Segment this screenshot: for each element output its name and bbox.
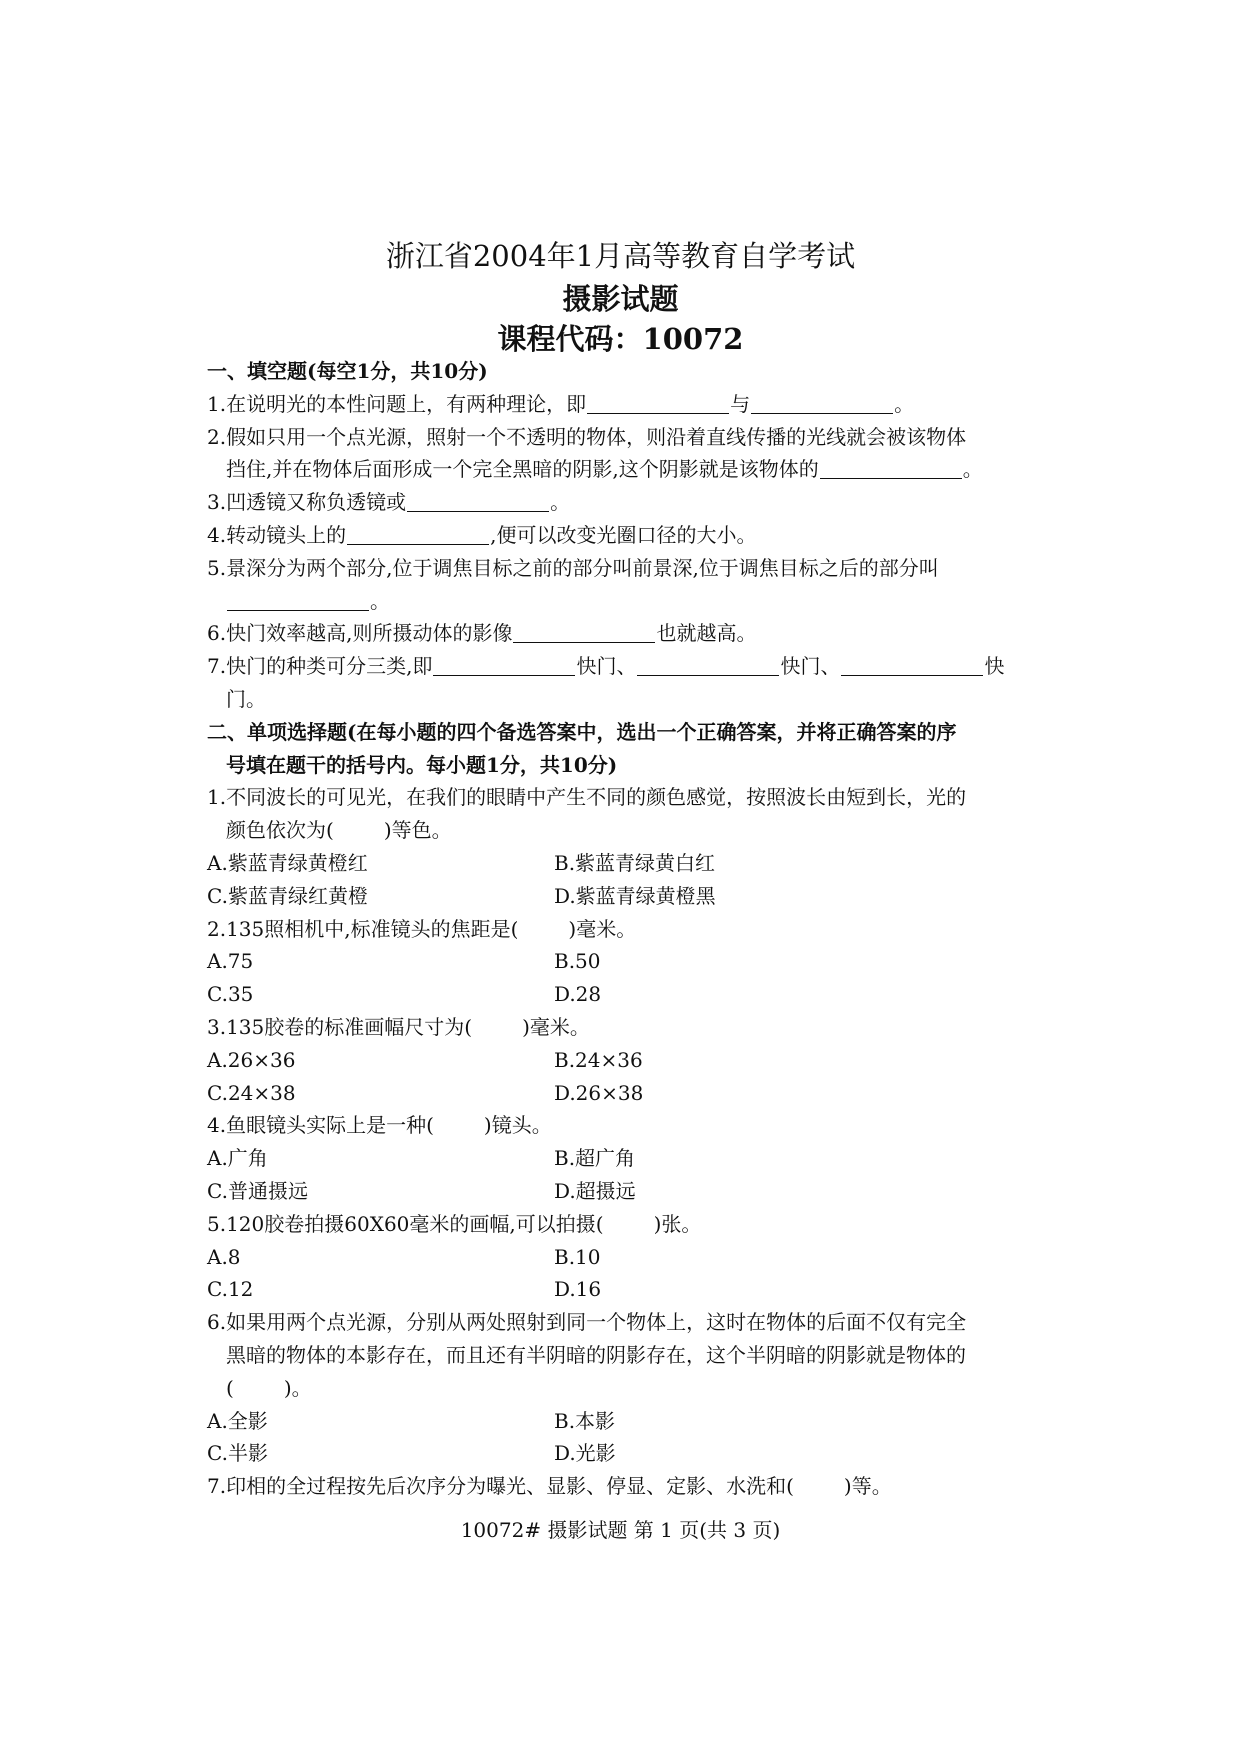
option-d: D.光影 bbox=[554, 1441, 616, 1466]
exam-body bbox=[207, 355, 1037, 1503]
course-code: 课程代码：10072 bbox=[497, 322, 744, 356]
fill-question-2-line1: 2.假如只用一个点光源，照射一个不透明的物体，则沿着直线传播的光线就会被该物体 bbox=[207, 424, 967, 449]
option-a: A.全影 bbox=[207, 1408, 268, 1433]
fill-question-4: 4.转动镜头上的 ,便可以改变光圈口径的大小。 bbox=[207, 522, 757, 547]
choice-options-row bbox=[207, 1437, 1037, 1470]
option-d: D.28 bbox=[554, 982, 602, 1007]
choice-options-row bbox=[207, 1175, 1037, 1208]
exam-title: 浙江省2004年1月高等教育自学考试 bbox=[385, 239, 856, 273]
section2-heading-line1: 二、单项选择题(在每小题的四个备选答案中，选出一个正确答案，并将正确答案的序 bbox=[207, 719, 957, 744]
option-d: D.16 bbox=[554, 1277, 602, 1302]
answer-blank[interactable] bbox=[513, 622, 655, 643]
choice-options-row bbox=[207, 1044, 1037, 1077]
fill-question-5-line1: 5.景深分为两个部分,位于调焦目标之前的部分叫前景深,位于调焦目标之后的部分叫 bbox=[207, 555, 939, 580]
answer-blank[interactable] bbox=[407, 491, 549, 512]
answer-blank[interactable] bbox=[227, 590, 369, 611]
option-a: A.广角 bbox=[207, 1146, 268, 1171]
option-c: C.紫蓝青绿红黄橙 bbox=[207, 883, 368, 908]
option-d: D.超摄远 bbox=[554, 1178, 636, 1203]
option-a: A.8 bbox=[207, 1244, 241, 1269]
choice-options-row bbox=[207, 1241, 1037, 1274]
option-a: A.26×36 bbox=[207, 1047, 296, 1072]
subject-title: 摄影试题 bbox=[562, 282, 679, 316]
option-b: B.10 bbox=[554, 1244, 601, 1269]
option-c: C.12 bbox=[207, 1277, 254, 1302]
option-a: A.75 bbox=[207, 949, 254, 974]
choice-options-row bbox=[207, 978, 1037, 1011]
choice-options-row bbox=[207, 1142, 1037, 1175]
choice-options-row bbox=[207, 945, 1037, 978]
choice-question-1-line2: 颜色依次为( )等色。 bbox=[226, 818, 452, 843]
answer-blank[interactable] bbox=[347, 524, 489, 545]
fill-question-7-line1: 7.快门的种类可分三类,即 快门、 快门、 快 bbox=[207, 654, 1005, 679]
answer-blank[interactable] bbox=[820, 458, 962, 479]
fill-question-2-line2: 挡住,并在物体后面形成一个完全黑暗的阴影,这个阴影就是该物体的 。 bbox=[226, 457, 983, 482]
section2-heading-line2: 号填在题干的括号内。每小题1分，共10分) bbox=[226, 752, 618, 777]
choice-question-6-line3: ( )。 bbox=[226, 1375, 312, 1400]
choice-question-4: 4.鱼眼镜头实际上是一种( )镜头。 bbox=[207, 1113, 552, 1138]
choice-question-2: 2.135照相机中,标准镜头的焦距是( )毫米。 bbox=[207, 916, 637, 941]
option-b: B.50 bbox=[554, 949, 601, 974]
option-a: A.紫蓝青绿黄橙红 bbox=[207, 850, 368, 875]
option-b: B.超广角 bbox=[554, 1146, 636, 1171]
option-d: D.紫蓝青绿黄橙黑 bbox=[554, 883, 716, 908]
option-b: B.紫蓝青绿黄白红 bbox=[554, 850, 716, 875]
choice-options-row bbox=[207, 847, 1037, 880]
answer-blank[interactable] bbox=[637, 655, 779, 676]
option-b: B.本影 bbox=[554, 1408, 616, 1433]
fill-question-7-line2: 门。 bbox=[226, 686, 266, 711]
choice-options-row bbox=[207, 1405, 1037, 1438]
answer-blank[interactable] bbox=[587, 393, 729, 414]
choice-question-6-line2: 黑暗的物体的本影存在，而且还有半阴暗的阴影存在，这个半阴暗的阴影就是物体的 bbox=[226, 1342, 966, 1367]
answer-blank[interactable] bbox=[841, 655, 983, 676]
fill-question-6: 6.快门效率越高,则所摄动体的影像 也就越高。 bbox=[207, 621, 757, 646]
answer-blank[interactable] bbox=[433, 655, 575, 676]
fill-question-3: 3.凹透镜又称负透镜或 。 bbox=[207, 490, 571, 515]
option-c: C.35 bbox=[207, 982, 254, 1007]
choice-question-3: 3.135胶卷的标准画幅尺寸为( )毫米。 bbox=[207, 1014, 590, 1039]
option-c: C.半影 bbox=[207, 1441, 268, 1466]
fill-question-1: 1.在说明光的本性问题上，有两种理论，即 与 。 bbox=[207, 391, 915, 416]
answer-blank[interactable] bbox=[751, 393, 893, 414]
choice-options-row bbox=[207, 880, 1037, 913]
choice-options-row bbox=[207, 1077, 1037, 1110]
choice-options-row bbox=[207, 1273, 1037, 1306]
fill-question-5-line2: 。 bbox=[207, 585, 1037, 618]
choice-question-1-line1: 1.不同波长的可见光，在我们的眼睛中产生不同的颜色感觉，按照波长由短到长，光的 bbox=[207, 785, 967, 810]
choice-question-5: 5.120胶卷拍摄60X60毫米的画幅,可以拍摄( )张。 bbox=[207, 1211, 702, 1236]
option-c: C.24×38 bbox=[207, 1080, 296, 1105]
option-c: C.普通摄远 bbox=[207, 1178, 308, 1203]
option-d: D.26×38 bbox=[554, 1080, 644, 1105]
choice-question-6-line1: 6.如果用两个点光源，分别从两处照射到同一个物体上，这时在物体的后面不仅有完全 bbox=[207, 1310, 967, 1335]
choice-question-7: 7.印相的全过程按先后次序分为曝光、显影、停显、定影、水洗和( )等。 bbox=[207, 1474, 892, 1499]
page-footer: 10072# 摄影试题 第 1 页(共 3 页) bbox=[460, 1518, 781, 1542]
option-b: B.24×36 bbox=[554, 1047, 643, 1072]
section1-heading: 一、填空题(每空1分，共10分) bbox=[207, 359, 488, 383]
